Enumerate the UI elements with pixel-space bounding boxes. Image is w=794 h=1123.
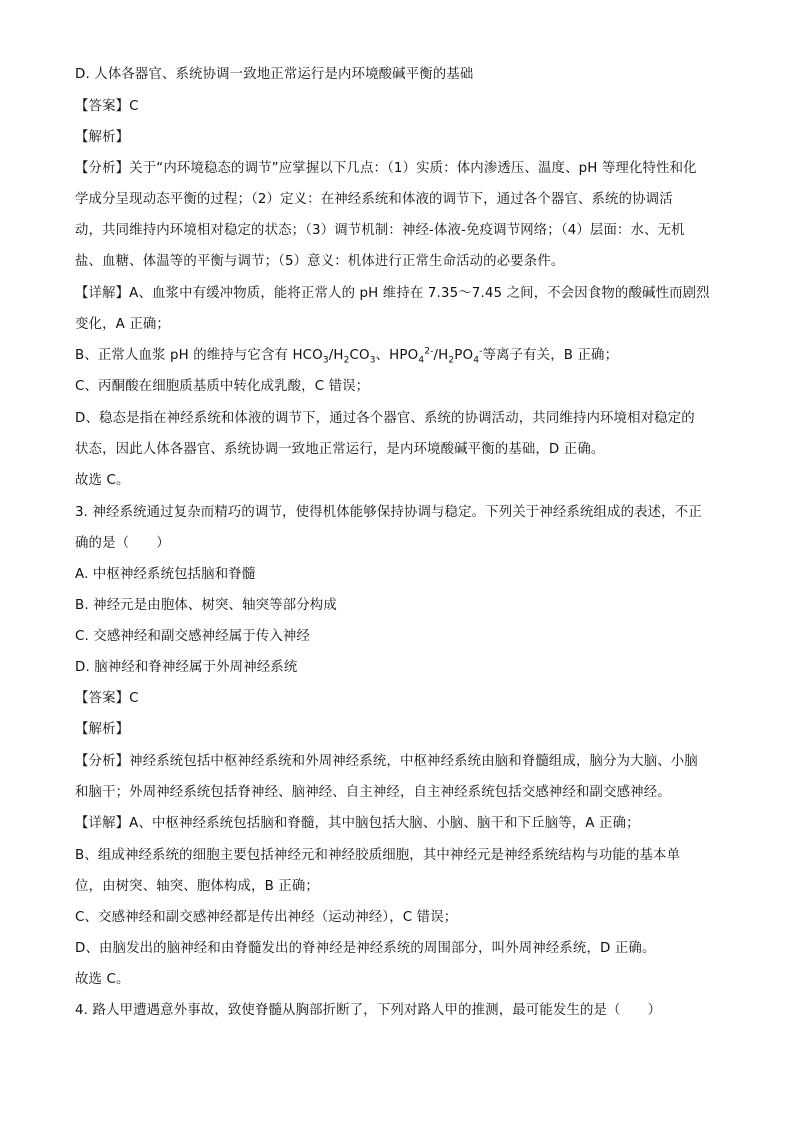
- q2-fenxi-line: 动，共同维持内环境相对稳定的状态；（3）调节机制：神经-体液-免疫调节网络；（4）层面：水、无机: [75, 223, 685, 238]
- q2-detail-d-line: D、稳态是指在神经系统和体液的调节下，通过各个器官、系统的协调活动，共同维持内环境相对稳定的: [75, 411, 695, 426]
- q2-detail-a-line: 变化，A 正确；: [75, 317, 170, 332]
- q2-detail-c: C、丙酮酸在细胞质基质中转化成乳酸，C 错误；: [75, 379, 370, 394]
- q3-detail-b-line: B、组成神经系统的细胞主要包括神经元和神经胶质细胞，其中神经元是神经系统结构与功能的基本单: [75, 848, 681, 863]
- q2-option-d: D. 人体各器官、系统协调一致地正常运行是内环境酸碱平衡的基础: [75, 67, 474, 82]
- q2-detail-b: B、正常人血浆 pH 的维持与它含有 $HCO_3/H_2CO_3$、$HPO_4^{2-}/H_2PO_4^-$等离子有关，B 正确；: [75, 346, 619, 366]
- q3-stem-line: 3. 神经系统通过复杂而精巧的调节，使得机体能够保持协调与稳定。下列关于神经系统组成的表述，不正: [75, 505, 702, 520]
- q3-detail-b-line: 位，由树突、轴突、胞体构成，B 正确；: [75, 879, 319, 894]
- q3-answer: 【答案】C: [75, 691, 139, 706]
- q3-detail-c: C、交感神经和副交感神经都是传出神经（运动神经），C 错误；: [75, 910, 458, 925]
- q3-option-c: C. 交感神经和副交感神经属于传入神经: [75, 629, 310, 644]
- q3-detail-d: D、由脑发出的脑神经和由脊髓发出的脊神经是神经系统的周围部分，叫外周神经系统，D 正确。: [75, 941, 656, 956]
- q3-analysis-header: 【解析】: [75, 722, 130, 737]
- q2-answer: 【答案】C: [75, 99, 139, 114]
- q2-conclusion: 故选 C。: [75, 473, 130, 488]
- q3-conclusion: 故选 C。: [75, 972, 130, 987]
- q2-detail-d-line: 状态，因此人体各器官、系统协调一致地正常运行，是内环境酸碱平衡的基础，D 正确。: [75, 442, 605, 457]
- q2-analysis-header: 【解析】: [75, 130, 130, 145]
- q2-fenxi-line: 学成分呈现动态平衡的过程；（2）定义：在神经系统和体液的调节下，通过各个器官、系统的协调活: [75, 192, 673, 207]
- q3-option-a: A. 中枢神经系统包括脑和脊髓: [75, 567, 256, 582]
- q2-detail-a-line: 【详解】A、血浆中有缓冲物质，能将正常人的 pH 维持在 7.35～7.45 之间，不会因食物的酸碱性而剧烈: [75, 286, 710, 301]
- q3-stem-line: 确的是（ ）: [75, 536, 170, 551]
- q3-option-b: B. 神经元是由胞体、树突、轴突等部分构成: [75, 598, 337, 613]
- q3-option-d: D. 脑神经和脊神经属于外周神经系统: [75, 660, 298, 675]
- q2-fenxi-line: 盐、血糖、体温等的平衡与调节；（5）意义：机体进行正常生命活动的必要条件。: [75, 254, 565, 269]
- q3-fenxi-line: 和脑干；外周神经系统包括脊神经、脑神经、自主神经，自主神经系统包括交感神经和副交感神经。: [75, 785, 671, 800]
- q3-detail-a: 【详解】A、中枢神经系统包括脑和脊髓，其中脑包括大脑、小脑、脑干和下丘脑等，A 正确；: [75, 816, 640, 831]
- q4-stem: 4. 路人甲遭遇意外事故，致使脊髓从胸部折断了，下列对路人甲的推测，最可能发生的是（ ）: [75, 1003, 662, 1018]
- q3-fenxi-line: 【分析】神经系统包括中枢神经系统和外周神经系统，中枢神经系统由脑和脊髓组成，脑分为大脑、小脑: [75, 754, 698, 769]
- q2-fenxi-line: 【分析】关于“内环境稳态的调节”应掌握以下几点：（1）实质：体内渗透压、温度、pH 等理化特性和化: [75, 161, 697, 176]
